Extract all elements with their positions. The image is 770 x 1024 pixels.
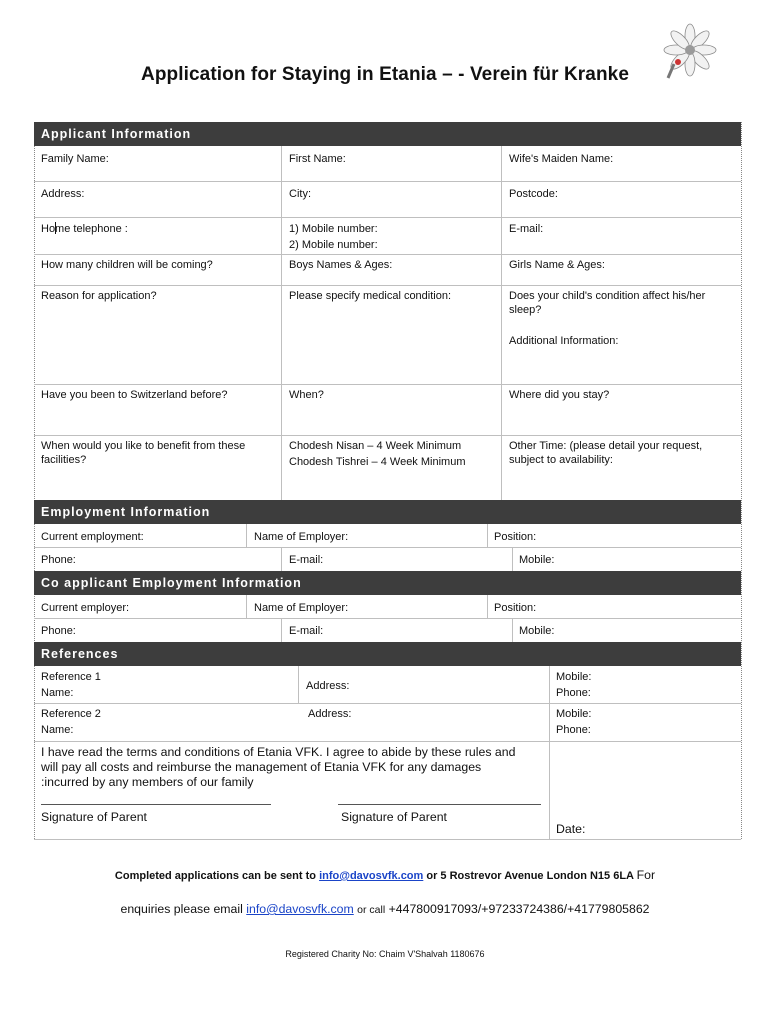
employer-name-label: Name of Employer: bbox=[254, 531, 349, 543]
when-label: When? bbox=[289, 389, 324, 401]
signature-parent-2-label: Signature of Parent bbox=[341, 810, 447, 824]
employment-email-label: E-mail: bbox=[289, 554, 324, 566]
coapplicant-employer-label: Current employer: bbox=[41, 602, 130, 614]
reference-2-label: Reference 2 bbox=[41, 708, 101, 720]
reference-2-name-label: Name: bbox=[41, 724, 74, 736]
switzerland-question-label: Have you been to Switzerland before? bbox=[41, 389, 228, 401]
reference-2-phone-label: Phone: bbox=[556, 724, 591, 736]
text-cursor bbox=[55, 222, 56, 234]
reference-1-mobile-label: Mobile: bbox=[556, 671, 592, 683]
application-form bbox=[34, 122, 741, 839]
maiden-name-label: Wife's Maiden Name: bbox=[509, 153, 614, 165]
girls-names-label: Girls Name & Ages: bbox=[509, 259, 605, 271]
reference-1-phone-label: Phone: bbox=[556, 687, 591, 699]
boys-names-label: Boys Names & Ages: bbox=[289, 259, 393, 271]
declaration-line-2: will pay all costs and reimburse the management of Etania VFK for any damages bbox=[41, 760, 482, 774]
footer-enquiries-line bbox=[0, 902, 770, 916]
address-label: Address: bbox=[41, 188, 85, 200]
coapplicant-position-label: Position: bbox=[494, 602, 537, 614]
footer-enquiries-email-link[interactable]: info@davosvfk.com bbox=[246, 902, 354, 916]
signature-parent-1-label: Signature of Parent bbox=[41, 810, 147, 824]
footer-phone-numbers: +447800917093/+97233724386/+41779805862 bbox=[388, 902, 650, 916]
additional-info-label: Additional Information: bbox=[509, 335, 619, 347]
date-label: Date: bbox=[556, 822, 586, 836]
reference-2-address-label: Address: bbox=[308, 708, 352, 720]
applicant-section-header: Applicant Information bbox=[34, 122, 741, 146]
footer-address-text: or 5 Rostrevor Avenue London N15 6LA bbox=[426, 870, 634, 882]
medical-condition-label: Please specify medical condition: bbox=[289, 290, 452, 302]
employment-phone-label: Phone: bbox=[41, 554, 76, 566]
footer-enquiries-text: enquiries please email bbox=[120, 902, 243, 916]
employment-section-header: Employment Information bbox=[34, 500, 741, 524]
signature-line-1[interactable] bbox=[41, 804, 271, 805]
footer-submit-text: Completed applications can be sent to bbox=[114, 870, 316, 882]
tishrei-option-label: Chodesh Tishrei – 4 Week Minimum bbox=[289, 456, 466, 468]
first-name-label: First Name: bbox=[289, 153, 346, 165]
reason-label: Reason for application? bbox=[41, 290, 157, 302]
reference-2-mobile-label: Mobile: bbox=[556, 708, 592, 720]
declaration-line-1: I have read the terms and conditions of Etania VFK. I agree to abide by these rules and bbox=[41, 745, 516, 759]
family-name-label: Family Name: bbox=[41, 153, 109, 165]
reference-1-address-label: Address: bbox=[306, 680, 350, 692]
footer-email-link[interactable]: info@davosvfk.com bbox=[319, 870, 424, 882]
coapplicant-employer-name-label: Name of Employer: bbox=[254, 602, 349, 614]
footer-submit-line bbox=[0, 868, 770, 882]
sleep-question-label: Does your child's condition affect his/her sleep? bbox=[509, 290, 706, 316]
postcode-label: Postcode: bbox=[509, 188, 558, 200]
reference-1-label: Reference 1 bbox=[41, 671, 101, 683]
benefit-question-label: When would you like to benefit from these facilities? bbox=[41, 440, 246, 466]
current-employment-label: Current employment: bbox=[41, 531, 144, 543]
home-telephone-label: Home telephone : bbox=[41, 223, 128, 235]
footer-call-text: or call bbox=[357, 904, 386, 916]
city-label: City: bbox=[289, 188, 311, 200]
coapplicant-section-header: Co applicant Employment Information bbox=[34, 571, 741, 595]
reference-1-name-label: Name: bbox=[41, 687, 74, 699]
charity-number: Registered Charity No: Chaim V'Shalvah 1180676 bbox=[285, 949, 485, 959]
mobile-number-1-label: 1) Mobile number: bbox=[289, 223, 378, 235]
references-section-header: References bbox=[34, 642, 741, 666]
children-count-label: How many children will be coming? bbox=[41, 259, 213, 271]
page-title: Application for Staying in Etania – - Verein für Kranke bbox=[141, 64, 629, 85]
where-stay-label: Where did you stay? bbox=[509, 389, 610, 401]
footer-for-text: For bbox=[636, 868, 656, 882]
coapplicant-email-label: E-mail: bbox=[289, 625, 324, 637]
employment-mobile-label: Mobile: bbox=[519, 554, 555, 566]
nisan-option-label: Chodesh Nisan – 4 Week Minimum bbox=[289, 440, 462, 452]
mobile-number-2-label: 2) Mobile number: bbox=[289, 239, 378, 251]
signature-line-2[interactable] bbox=[338, 804, 541, 805]
other-time-label: Other Time: (please detail your request, subject to availability: bbox=[509, 440, 703, 466]
position-label: Position: bbox=[494, 531, 537, 543]
applicant-email-label: E-mail: bbox=[509, 223, 544, 235]
coapplicant-mobile-label: Mobile: bbox=[519, 625, 555, 637]
coapplicant-phone-label: Phone: bbox=[41, 625, 76, 637]
declaration-line-3: :incurred by any members of our family bbox=[41, 775, 254, 789]
